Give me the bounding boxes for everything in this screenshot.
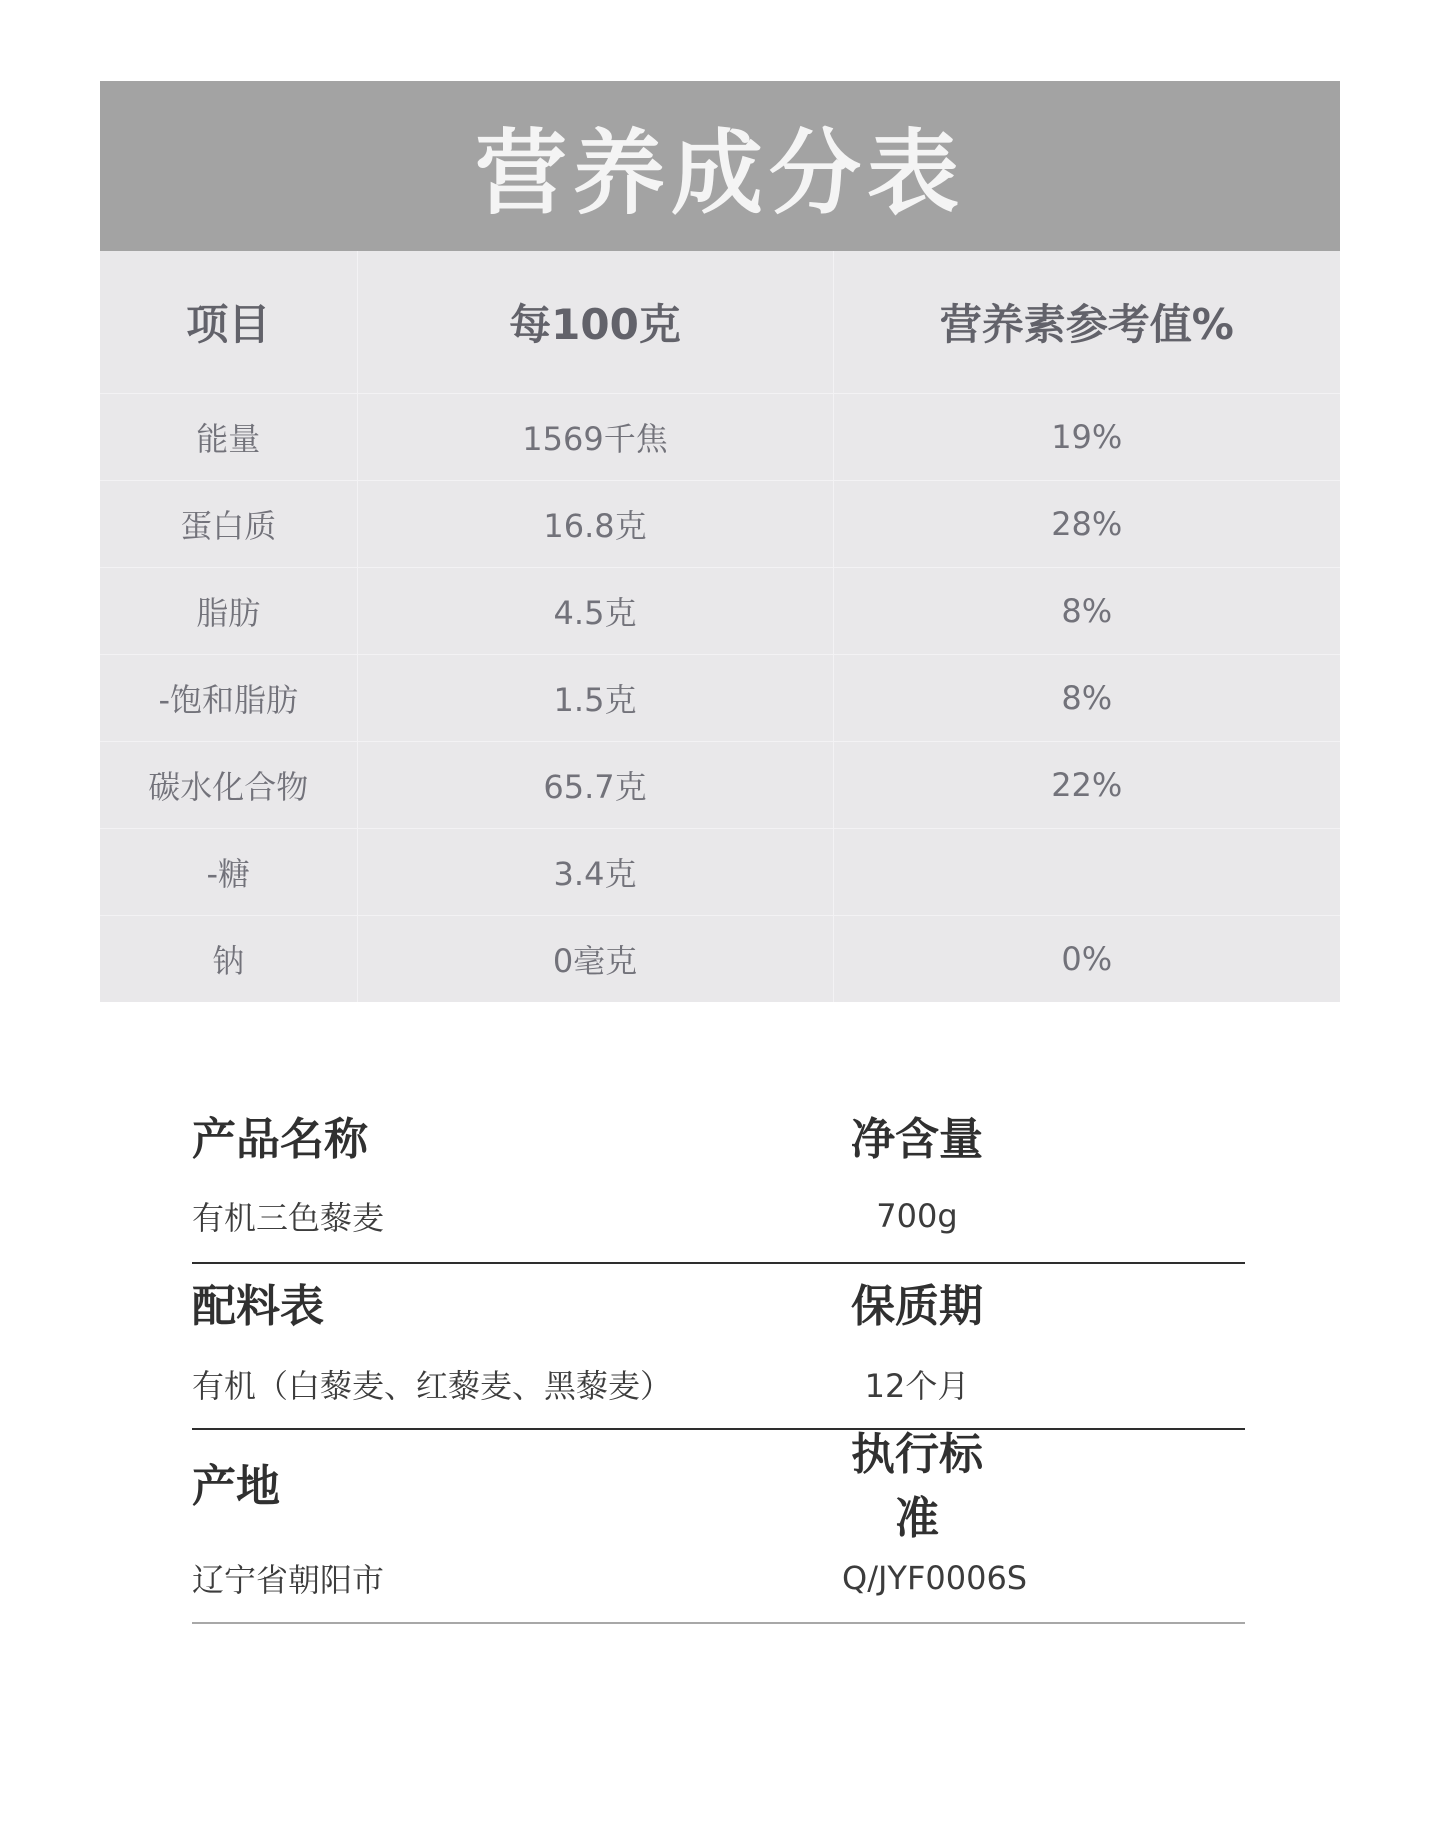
cell-nrv: 22%	[833, 742, 1340, 829]
cell-item: 蛋白质	[100, 481, 357, 568]
cell-per100: 4.5克	[357, 568, 833, 655]
cell-per100: 1.5克	[357, 655, 833, 742]
net-content-label: 净含量	[851, 1114, 983, 1165]
cell-item: 能量	[100, 394, 357, 481]
cell-item: 钠	[100, 916, 357, 1003]
cell-per100: 65.7克	[357, 742, 833, 829]
cell-nrv: 28%	[833, 481, 1340, 568]
cell-item: 脂肪	[100, 568, 357, 655]
cell-item: -糖	[100, 829, 357, 916]
cell-per100: 3.4克	[357, 829, 833, 916]
nutrition-title: 营养成分表	[100, 81, 1340, 251]
cell-nrv: 8%	[833, 655, 1340, 742]
cell-item: -饱和脂肪	[100, 655, 357, 742]
table-row	[100, 829, 1340, 916]
info-block-name	[192, 1100, 1245, 1264]
product-name-value: 有机三色藜麦	[192, 1199, 385, 1237]
cell-per100: 16.8克	[357, 481, 833, 568]
table-row	[100, 481, 1340, 568]
cell-per100: 0毫克	[357, 916, 833, 1003]
table-row	[100, 916, 1340, 1003]
nutrition-table	[100, 81, 1340, 1002]
cell-nrv: 0%	[1061, 940, 1113, 978]
cell-per100: 1569千焦	[357, 394, 833, 481]
ingredients-label: 配料表	[192, 1281, 324, 1332]
ingredients-value: 有机（白藜麦、红藜麦、黑藜麦）	[192, 1367, 673, 1405]
cell-item: 碳水化合物	[100, 742, 357, 829]
origin-value: 辽宁省朝阳市	[192, 1561, 385, 1599]
cell-nrv	[833, 829, 1340, 916]
table-row	[100, 742, 1340, 829]
header-nrv: 营养素参考值%	[833, 251, 1340, 394]
table-row	[100, 568, 1340, 655]
cell-nrv: 8%	[833, 568, 1340, 655]
nutrition-header-row	[100, 251, 1340, 394]
standard-label: 执行标准	[851, 1429, 983, 1544]
standard-value: Q/JYF0006S	[842, 1559, 1028, 1597]
cell-nrv: 19%	[833, 394, 1340, 481]
shelf-life-value: 12个月	[864, 1367, 970, 1405]
nutrition-grid	[100, 251, 1340, 1002]
product-name-label: 产品名称	[192, 1114, 368, 1165]
info-block-origin	[192, 1430, 1245, 1624]
product-info	[192, 1100, 1245, 1624]
header-per100: 每100克	[357, 251, 833, 394]
shelf-life-label: 保质期	[851, 1281, 983, 1332]
info-block-ingredients	[192, 1264, 1245, 1430]
origin-label: 产地	[192, 1461, 280, 1512]
net-content-value: 700g	[876, 1197, 958, 1235]
header-item: 项目	[100, 251, 357, 394]
table-row	[100, 655, 1340, 742]
table-row	[100, 394, 1340, 481]
